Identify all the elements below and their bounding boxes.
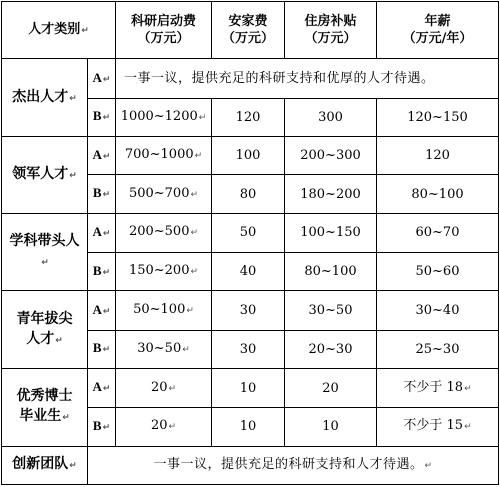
level-cell: A↵ xyxy=(88,213,116,252)
housing-cell: 20 xyxy=(285,368,377,407)
header-annual-salary: 年薪 （万元/年） xyxy=(377,2,499,59)
level-cell: A↵ xyxy=(88,368,116,407)
header-category: 人才类别↵ xyxy=(2,2,116,59)
salary-cell: 不少于 15↵ xyxy=(377,408,499,446)
category-cell: 青年拔尖人才↵ xyxy=(2,291,88,369)
funding-cell: 20↵ xyxy=(116,408,212,446)
salary-cell: 30~40 xyxy=(377,291,499,330)
table-row xyxy=(2,446,499,484)
housing-cell: 100~150 xyxy=(285,213,377,252)
housing-cell: 80~100 xyxy=(285,253,377,291)
salary-cell: 60~70 xyxy=(377,213,499,252)
funding-cell: 500~700↵ xyxy=(116,175,212,213)
header-settlement-fee: 安家费 （万元） xyxy=(212,2,285,59)
category-cell: 优秀博士毕业生↵ xyxy=(2,368,88,446)
funding-cell: 1000~1200↵ xyxy=(116,98,212,136)
level-cell: A↵ xyxy=(88,291,116,330)
category-cell: 创新团队↵ xyxy=(2,446,88,484)
table-row xyxy=(2,213,499,252)
level-cell: A↵ xyxy=(88,137,116,175)
category-cell: 领军人才↵ xyxy=(2,137,88,214)
level-cell: B↵ xyxy=(88,253,116,291)
settlement-cell: 10 xyxy=(212,368,285,407)
talent-policy-table xyxy=(1,1,499,485)
salary-cell: 120~150 xyxy=(377,98,499,136)
settlement-cell: 40 xyxy=(212,253,285,291)
settlement-cell: 120 xyxy=(212,98,285,136)
settlement-cell: 10 xyxy=(212,408,285,446)
salary-cell: 25~30 xyxy=(377,330,499,368)
funding-cell: 20↵ xyxy=(116,368,212,407)
level-cell: B↵ xyxy=(88,98,116,136)
table-row xyxy=(2,368,499,407)
level-cell: B↵ xyxy=(88,175,116,213)
level-cell: A↵ xyxy=(88,59,116,98)
level-cell: B↵ xyxy=(88,408,116,446)
category-cell: 杰出人才↵ xyxy=(2,59,88,137)
housing-cell: 10 xyxy=(285,408,377,446)
merged-policy-cell: 一事一议，提供充足的科研支持和人才待遇。↵ xyxy=(88,446,499,484)
housing-cell: 300 xyxy=(285,98,377,136)
salary-cell: 120 xyxy=(377,137,499,175)
settlement-cell: 50 xyxy=(212,213,285,252)
funding-cell: 700~1000↵ xyxy=(116,137,212,175)
settlement-cell: 30 xyxy=(212,330,285,368)
salary-cell: 不少于 18↵ xyxy=(377,368,499,407)
talent-table-container xyxy=(1,1,498,485)
funding-cell: 150~200↵ xyxy=(116,253,212,291)
salary-cell: 80~100 xyxy=(377,175,499,213)
settlement-cell: 80 xyxy=(212,175,285,213)
housing-cell: 30~50 xyxy=(285,291,377,330)
table-row xyxy=(2,291,499,330)
table-row xyxy=(2,59,499,98)
funding-cell: 200~500↵ xyxy=(116,213,212,252)
header-research-funding: 科研启动费 （万元） xyxy=(116,2,212,59)
settlement-cell: 100 xyxy=(212,137,285,175)
level-cell: B↵ xyxy=(88,330,116,368)
funding-cell: 50~100↵ xyxy=(116,291,212,330)
table-row xyxy=(2,137,499,175)
header-housing-subsidy: 住房补贴 （万元） xyxy=(285,2,377,59)
housing-cell: 180~200 xyxy=(285,175,377,213)
salary-cell: 50~60 xyxy=(377,253,499,291)
merged-policy-cell: 一事一议，提供充足的科研支持和优厚的人才待遇。 xyxy=(116,59,499,98)
housing-cell: 20~30 xyxy=(285,330,377,368)
housing-cell: 200~300 xyxy=(285,137,377,175)
category-cell: 学科带头人↵ xyxy=(2,213,88,291)
funding-cell: 30~50↵ xyxy=(116,330,212,368)
settlement-cell: 30 xyxy=(212,291,285,330)
header-row xyxy=(2,2,499,59)
